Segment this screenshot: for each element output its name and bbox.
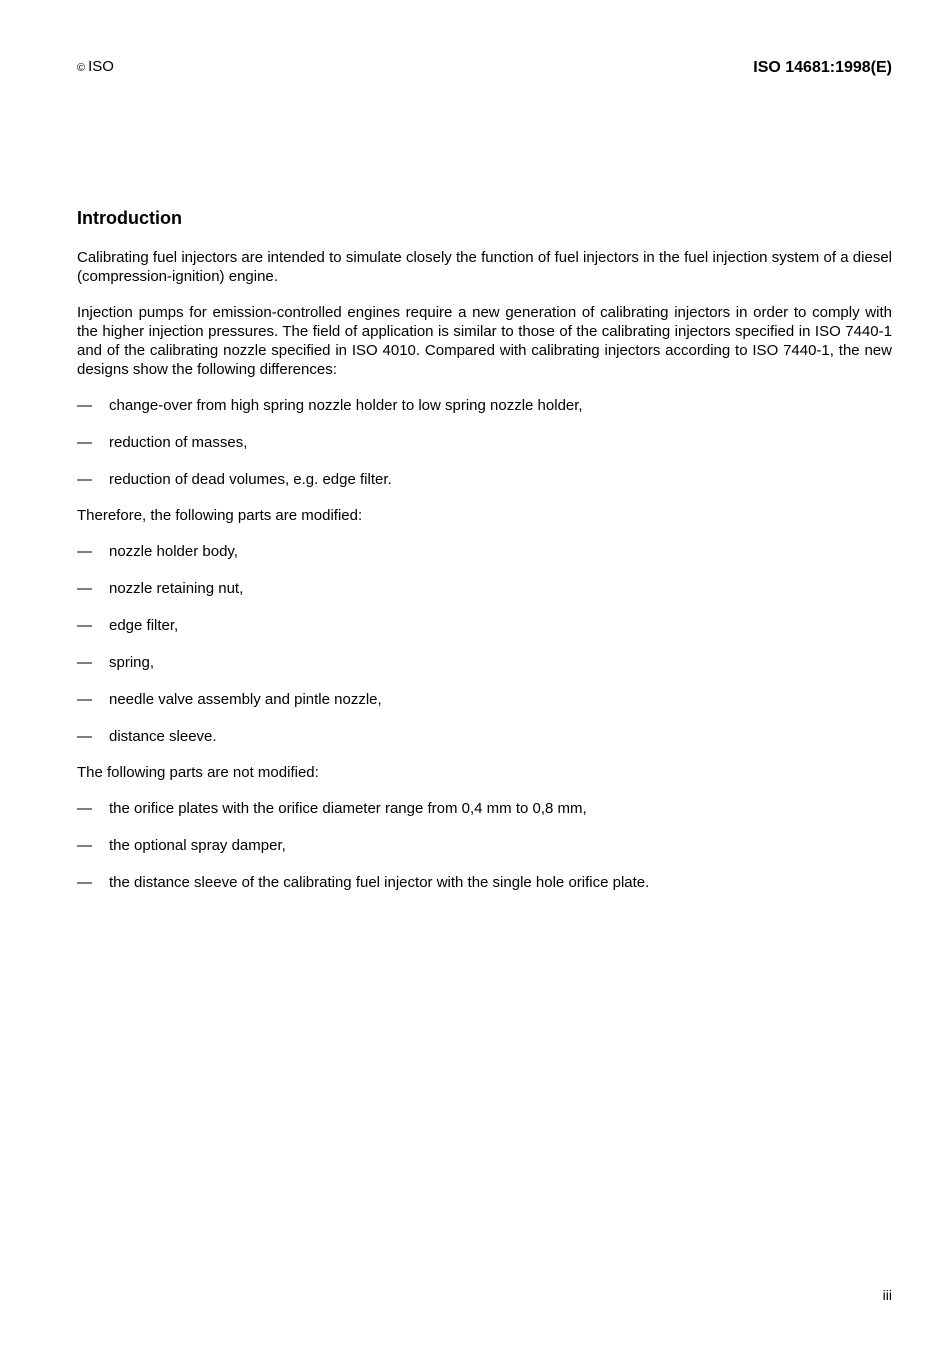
dash-bullet: — [77, 691, 92, 708]
list-item [77, 727, 892, 746]
unmodified-parts-list [77, 799, 892, 892]
header-organization: ISO [88, 58, 114, 75]
list-item-text: the optional spray damper, [109, 837, 286, 854]
dash-bullet: — [77, 874, 92, 891]
list-item-text: nozzle retaining nut, [109, 580, 244, 597]
list-item-text: nozzle holder body, [109, 543, 238, 560]
list-item [77, 690, 892, 709]
differences-list [77, 396, 892, 489]
list-item [77, 579, 892, 598]
list-item [77, 873, 892, 892]
list-item-text: the orifice plates with the orifice diameter range from 0,4 mm to 0,8 mm, [109, 800, 587, 817]
page-number: iii [882, 1287, 892, 1303]
dash-bullet: — [77, 617, 92, 634]
dash-bullet: — [77, 654, 92, 671]
document-body [77, 207, 892, 909]
dash-bullet: — [77, 434, 92, 451]
intro-paragraph-1: Calibrating fuel injectors are intended to simulate closely the function of fuel injectors in the fuel injection system of a diesel (compression-ignition) engine. [77, 249, 892, 285]
copyright-symbol: © [77, 62, 86, 74]
list-item-text: needle valve assembly and pintle nozzle, [109, 691, 382, 708]
dash-bullet: — [77, 837, 92, 854]
list-item [77, 433, 892, 452]
dash-bullet: — [77, 397, 92, 414]
list-item-text: spring, [109, 654, 155, 671]
modified-parts-intro: Therefore, the following parts are modified: [77, 507, 363, 524]
section-title: Introduction [77, 208, 182, 228]
list-item [77, 653, 892, 672]
list-item-text: distance sleeve. [109, 728, 217, 745]
header-standard-id: ISO 14681:1998(E) [753, 59, 892, 76]
list-item [77, 542, 892, 561]
dash-bullet: — [77, 580, 92, 597]
dash-bullet: — [77, 471, 92, 488]
header-copyright [77, 58, 114, 77]
list-item [77, 836, 892, 855]
list-item-text: edge filter, [109, 617, 179, 634]
list-item [77, 616, 892, 635]
list-item [77, 470, 892, 489]
unmodified-parts-intro: The following parts are not modified: [77, 764, 319, 781]
list-item-text: reduction of dead volumes, e.g. edge filter. [109, 471, 392, 488]
dash-bullet: — [77, 800, 92, 817]
intro-paragraph-2: Injection pumps for emission-controlled engines require a new generation of calibrating injectors in order to comply with the higher injection pressures. The field of application is similar to those of the calibrating injectors specified in ISO 7440-1 and of the calibrating nozzle specified in ISO 4010. Compared with calibrating injectors according to ISO 7440-1, the new designs show the following differences: [77, 304, 892, 378]
list-item-text: reduction of masses, [109, 434, 248, 451]
dash-bullet: — [77, 543, 92, 560]
list-item [77, 396, 892, 415]
modified-parts-list [77, 542, 892, 746]
list-item-text: the distance sleeve of the calibrating fuel injector with the single hole orifice plate. [109, 874, 650, 891]
dash-bullet: — [77, 728, 92, 745]
list-item [77, 799, 892, 818]
list-item-text: change-over from high spring nozzle holder to low spring nozzle holder, [109, 397, 583, 414]
